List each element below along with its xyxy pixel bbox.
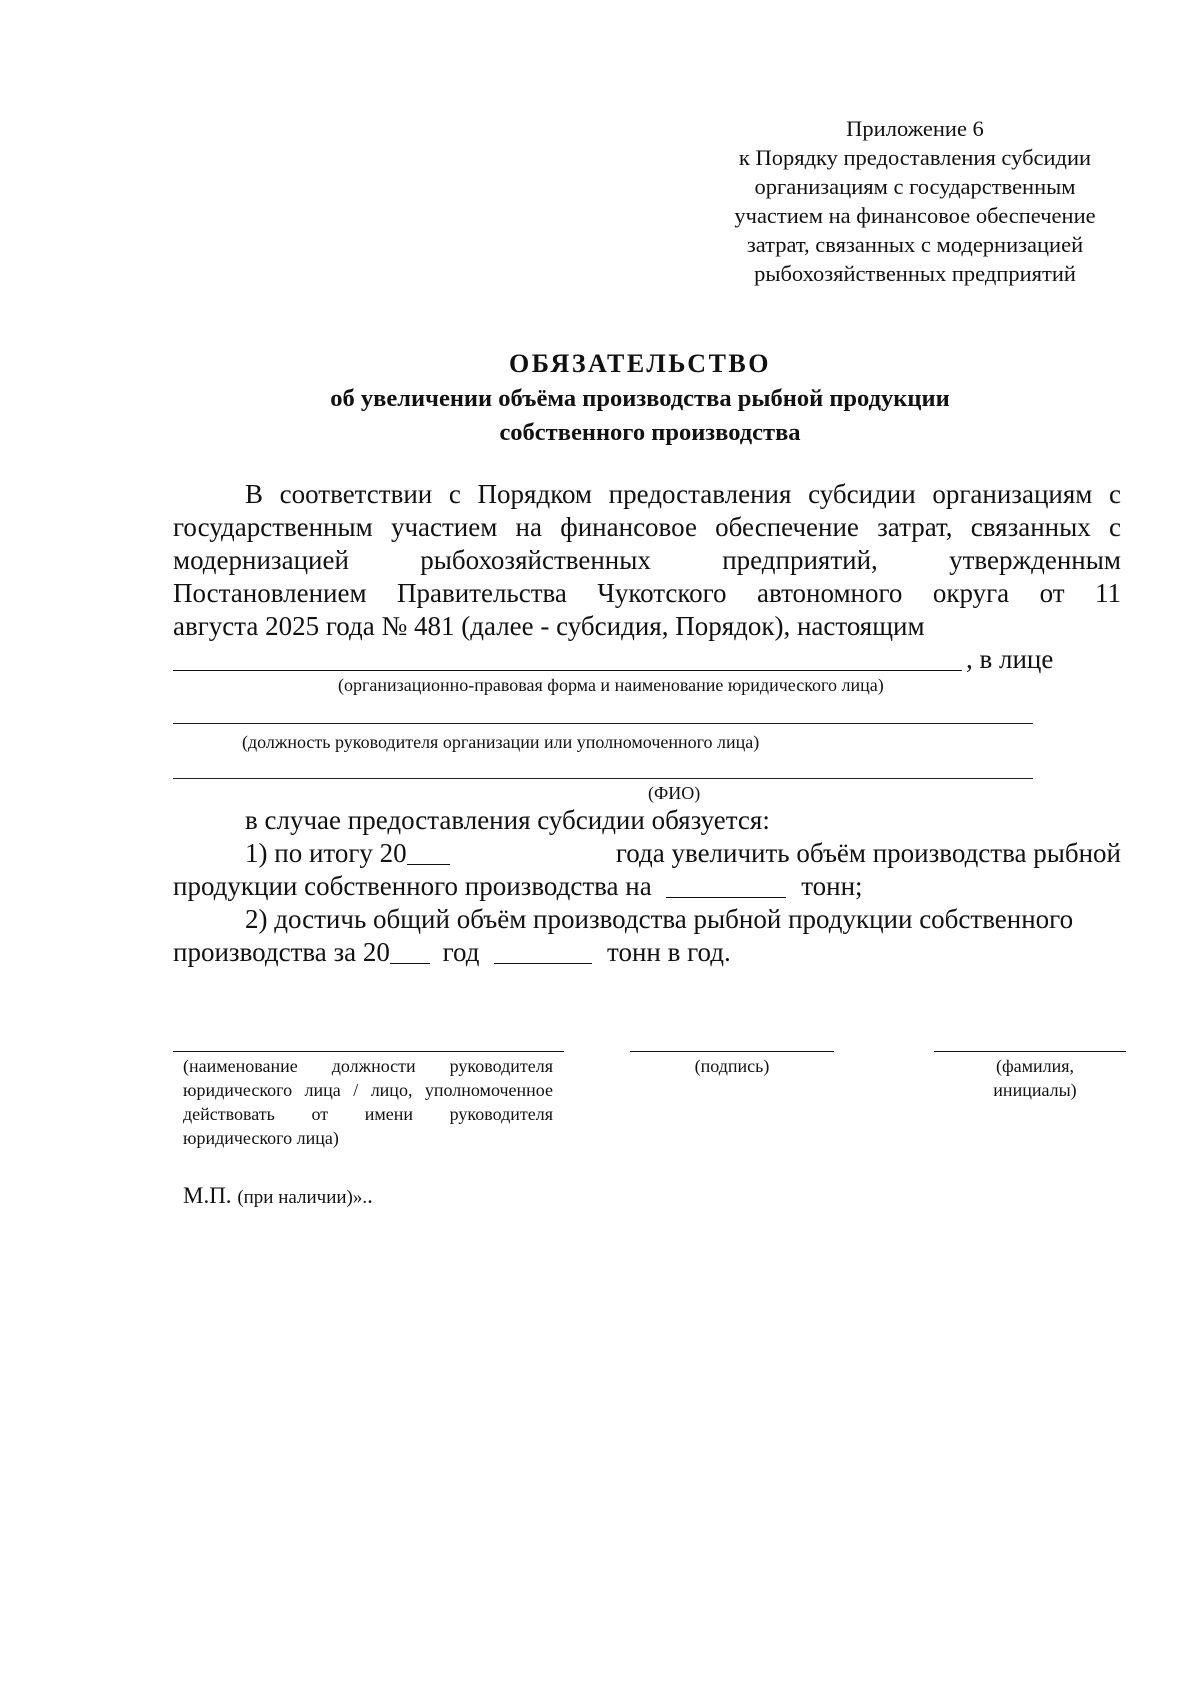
paragraph-line: августа 2025 года № 481 (далее - субсидия, Порядок), настоящим: [173, 611, 925, 641]
organization-caption: (организационно-правовая форма и наименование юридического лица): [338, 675, 884, 695]
document-title: [200, 346, 1080, 450]
surname-caption-line-2: инициалы): [993, 1080, 1077, 1100]
item-2-unit: тонн в год.: [607, 937, 731, 967]
appendix-line: к Порядку предоставления субсидии: [738, 145, 1092, 170]
paragraph-line: государственным участием на финансовое обеспечение затрат, связанных с: [173, 512, 1121, 542]
item-2-line-1: 2) достичь общий объём производства рыбной продукции собственного: [245, 904, 1074, 934]
title-subtitle-line-1: об увеличении объёма производства рыбной продукции: [330, 385, 950, 412]
surname-caption-line-1: (фамилия,: [995, 1056, 1075, 1076]
appendix-header: [700, 114, 1130, 288]
fio-caption: (ФИО): [648, 783, 701, 803]
title-heading: ОБЯЗАТЕЛЬСТВО: [509, 349, 771, 378]
appendix-line: затрат, связанных с модернизацией: [746, 232, 1084, 257]
title-subtitle-line-2: собственного производства: [499, 419, 801, 446]
fio-field[interactable]: [173, 778, 1033, 779]
item-1-text-cont: продукции собственного производства на: [173, 871, 652, 901]
item-1-line-2: [173, 870, 1121, 902]
item-1-text-end: года увеличить объём производства рыбной: [615, 838, 1121, 868]
stamp-label: М.П.: [183, 1183, 232, 1208]
stamp-close: .: [367, 1183, 373, 1208]
in-person-text: , в лице: [966, 644, 1054, 674]
appendix-line: Приложение 6: [846, 116, 984, 141]
tonnage-increase-field[interactable]: [666, 872, 786, 899]
paragraph-line: модернизацией рыбохозяйственных предприятий, утвержденным: [173, 545, 1121, 575]
position-field[interactable]: [173, 723, 1033, 724]
item-1-line-1: [245, 837, 1121, 869]
appendix-line: рыбохозяйственных предприятий: [754, 261, 1076, 286]
item-2-year-word: год: [442, 937, 480, 967]
item-2-text-start: производства за 20: [173, 937, 390, 967]
year-field-2[interactable]: [390, 938, 430, 965]
surname-caption: [960, 1054, 1110, 1102]
signature-field[interactable]: [630, 1051, 834, 1052]
organization-name-field[interactable]: [173, 670, 962, 671]
obliges-text: в случае предоставления субсидии обязуется:: [245, 805, 770, 835]
year-field-1[interactable]: [407, 839, 450, 866]
stamp-note: (при наличии)».: [237, 1187, 368, 1208]
position-caption: (должность руководителя организации или уполномоченного лица): [242, 732, 760, 752]
item-1-unit: тонн;: [801, 871, 863, 901]
signature-caption: (подпись): [694, 1056, 770, 1076]
item-2-line-2: [173, 936, 1121, 968]
stamp-place: [183, 1182, 373, 1212]
appendix-line: участием на финансовое обеспечение: [734, 203, 1096, 228]
signatory-position-caption: (наименование должности руководителя юридического лица / лицо, уполномоченное действовать от имени руководителя юридического лица): [183, 1056, 553, 1148]
surname-initials-field[interactable]: [934, 1051, 1126, 1052]
paragraph-line: Постановлением Правительства Чукотского автономного округа от 11: [173, 578, 1121, 608]
total-volume-field[interactable]: [494, 938, 592, 965]
paragraph-line: В соответствии с Порядком предоставления субсидии организациям с: [245, 479, 1121, 509]
item-1-text-start: 1) по итогу 20: [245, 838, 407, 868]
appendix-line: организациям с государственным: [754, 174, 1076, 199]
signatory-position-field[interactable]: [173, 1051, 564, 1052]
